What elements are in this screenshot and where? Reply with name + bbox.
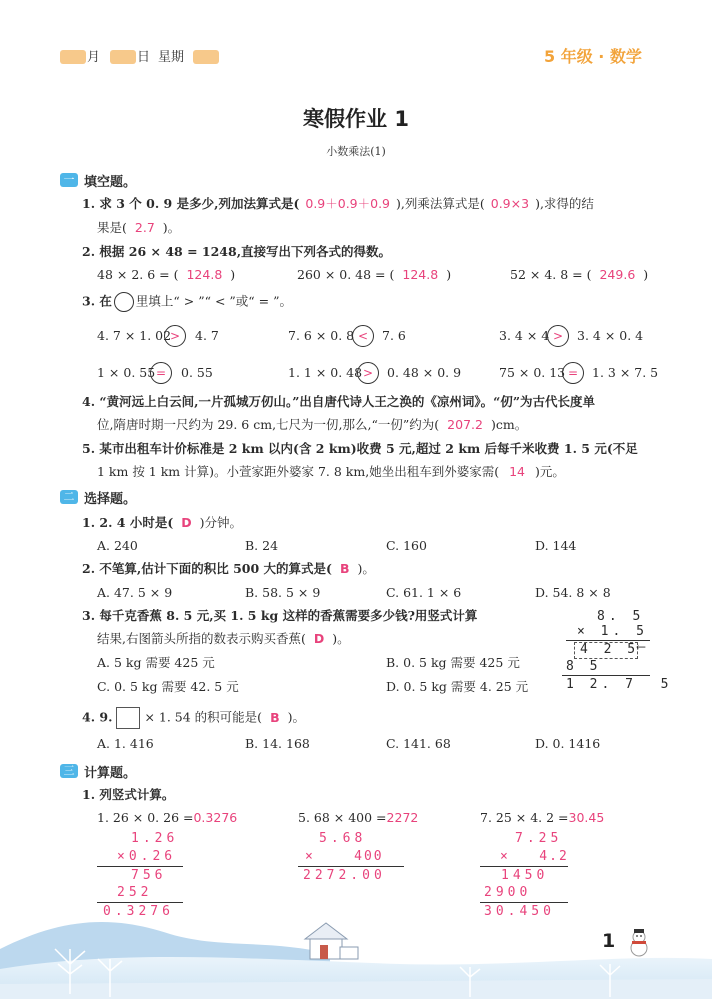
- choice-q4: 4. 9. × 1. 54 的积可能是( B )。: [82, 707, 305, 729]
- compare-3-right: 3. 4 × 0. 4: [577, 328, 644, 343]
- choice-q2-opt-a[interactable]: A. 47. 5 × 9: [97, 585, 173, 600]
- compare-6-symbol: =: [562, 362, 584, 384]
- compare-6-left: 75 × 0. 13: [499, 365, 566, 380]
- calc2-row3: 2272.00: [303, 868, 386, 883]
- section-2-title: 选择题。: [84, 492, 137, 507]
- calc3-row4: 2900: [484, 885, 532, 900]
- fill-q5-line1: 5. 某市出租车计价标准是 2 km 以内(含 2 km)收费 5 元,超过 2 km 后每千米收费 1. 5 元(不足: [82, 441, 638, 456]
- vc-row-5: 1 2. 7 5: [566, 677, 673, 692]
- page-title: 寒假作业 1: [303, 107, 409, 131]
- section-1-badge: 一: [60, 173, 78, 187]
- fill-q3: 3. 在 里填上“ > ”“ < ”或“ = ”。: [82, 292, 292, 312]
- calc2-row1: 5.68: [319, 831, 367, 846]
- choice-q3-opt-a[interactable]: A. 5 kg 需要 425 元: [97, 655, 215, 670]
- compare-6-right: 1. 3 × 7. 5: [592, 365, 659, 380]
- compare-2-right: 7. 6: [382, 328, 406, 343]
- circle-icon: [114, 292, 134, 312]
- arrow-left-icon: ←: [636, 640, 647, 654]
- choice-q1: 1. 2. 4 小时是( D )分钟。: [82, 515, 243, 530]
- choice-q1-opt-a[interactable]: A. 240: [97, 538, 138, 553]
- fill-q4-line1: 4. “黄河远上白云间,一片孤城万仞山。”出自唐代诗人王之涣的《凉州词》。“仞”为古代长度单: [82, 394, 596, 409]
- calc1-row5: 0.3276: [103, 904, 174, 919]
- compare-2-symbol: <: [352, 325, 374, 347]
- calc2-row2: × 400: [305, 849, 384, 864]
- calc1-row3: 756: [131, 868, 167, 883]
- choice-q2-opt-b[interactable]: B. 58. 5 × 9: [245, 585, 321, 600]
- compare-1-left: 4. 7 × 1. 02: [97, 328, 172, 343]
- vc-row-1: 8. 5: [597, 609, 645, 624]
- fill-q4-line2: 位,隋唐时期一尺约为 29. 6 cm,七尺为一仞,那么,“一仞”约为( 207.2 )cm。: [97, 417, 528, 432]
- compare-3-left: 3. 4 × 4: [499, 328, 550, 343]
- vc-row-3: 4 2 5: [580, 642, 640, 657]
- fill-q2-item3: 52 × 4. 8 = ( 249.6 ): [510, 267, 649, 282]
- calc3-row3: 1450: [501, 868, 549, 883]
- compare-5-symbol: >: [357, 362, 379, 384]
- compare-5-right: 0. 48 × 0. 9: [387, 365, 462, 380]
- compare-4-right: 0. 55: [181, 365, 213, 380]
- choice-q1-opt-c[interactable]: C. 160: [386, 538, 427, 553]
- section-3-title: 计算题。: [84, 766, 137, 781]
- choice-q1-opt-b[interactable]: B. 24: [245, 538, 279, 553]
- compare-3-symbol: >: [547, 325, 569, 347]
- choice-q2-opt-d[interactable]: D. 54. 8 × 8: [535, 585, 611, 600]
- vc-row-2: × 1. 5: [577, 624, 648, 639]
- choice-q3-line2: 结果,右图箭头所指的数表示购买香蕉( D )。: [97, 631, 350, 646]
- choice-q2-opt-c[interactable]: C. 61. 1 × 6: [386, 585, 462, 600]
- day-box: [110, 50, 136, 64]
- calc1-row2: ×0.26: [117, 849, 177, 864]
- month-box: [60, 50, 86, 64]
- calc-item-2-expr: 5. 68 × 400 =2272: [298, 810, 419, 825]
- choice-q3-line1: 3. 每千克香蕉 8. 5 元,买 1. 5 kg 这样的香蕉需要多少钱?用竖式计算: [82, 608, 478, 623]
- snowman-icon: [626, 928, 652, 958]
- page-number: 1: [602, 930, 616, 952]
- calc1-row4: 252: [117, 885, 153, 900]
- month-label: 月: [87, 50, 101, 65]
- winter-landscape-illustration: [0, 909, 712, 999]
- choice-q3-opt-b[interactable]: B. 0. 5 kg 需要 425 元: [386, 655, 520, 670]
- grade-label: 5 年级 · 数学: [544, 47, 642, 66]
- calc-item-1-expr: 1. 26 × 0. 26 =0.3276: [97, 810, 238, 825]
- choice-q1-opt-d[interactable]: D. 144: [535, 538, 577, 553]
- fill-q1-line1: 1. 求 3 个 0. 9 是多少,列加法算式是( 0.9＋0.9＋0.9 ),列乘法算式是( 0.9×3 ),求得的结: [82, 196, 594, 211]
- fill-q1-line2: 果是( 2.7 )。: [97, 220, 181, 235]
- choice-q4-opt-a[interactable]: A. 1. 416: [97, 736, 154, 751]
- choice-q4-opt-b[interactable]: B. 14. 168: [245, 736, 310, 751]
- vc-row-4: 8 5: [566, 659, 602, 674]
- fill-q2: 2. 根据 26 × 48 = 1248,直接写出下列各式的得数。: [82, 244, 392, 259]
- compare-1-symbol: >: [164, 325, 186, 347]
- compare-2-left: 7. 6 × 0. 8: [288, 328, 355, 343]
- compare-4-symbol: =: [150, 362, 172, 384]
- calc3-row5: 30.450: [484, 904, 555, 919]
- choice-q4-opt-d[interactable]: D. 0. 1416: [535, 736, 601, 751]
- fill-q2-item2: 260 × 0. 48 = ( 124.8 ): [297, 267, 452, 282]
- page-subtitle: 小数乘法(1): [326, 145, 386, 158]
- section-1-title: 填空题。: [84, 175, 137, 190]
- calc3-row2: × 4.2: [500, 849, 569, 864]
- choice-q4-opt-c[interactable]: C. 141. 68: [386, 736, 451, 751]
- fill-q5-line2: 1 km 按 1 km 计算)。小萱家距外婆家 7. 8 km,她坐出租车到外婆家需( 14 )元。: [97, 464, 565, 479]
- calc3-row1: 7.25: [515, 831, 563, 846]
- compare-1-right: 4. 7: [195, 328, 219, 343]
- blank-box: [116, 707, 140, 729]
- choice-q3-opt-c[interactable]: C. 0. 5 kg 需要 42. 5 元: [97, 679, 239, 694]
- section-3-badge: 三: [60, 764, 78, 778]
- day-label: 日: [137, 50, 151, 65]
- calc1-row1: 1.26: [131, 831, 179, 846]
- fill-q2-item1: 48 × 2. 6 = ( 124.8 ): [97, 267, 236, 282]
- section-2-badge: 二: [60, 490, 78, 504]
- compare-5-left: 1. 1 × 0. 48: [288, 365, 363, 380]
- weekday-box: [193, 50, 219, 64]
- choice-q3-opt-d[interactable]: D. 0. 5 kg 需要 4. 25 元: [386, 679, 529, 694]
- compare-4-left: 1 × 0. 55: [97, 365, 156, 380]
- choice-q2: 2. 不笔算,估计下面的积比 500 大的算式是( B )。: [82, 561, 375, 576]
- calc-item-3-expr: 7. 25 × 4. 2 =30.45: [480, 810, 605, 825]
- calc-q1: 1. 列竖式计算。: [82, 787, 175, 802]
- weekday-label: 星期: [158, 50, 185, 65]
